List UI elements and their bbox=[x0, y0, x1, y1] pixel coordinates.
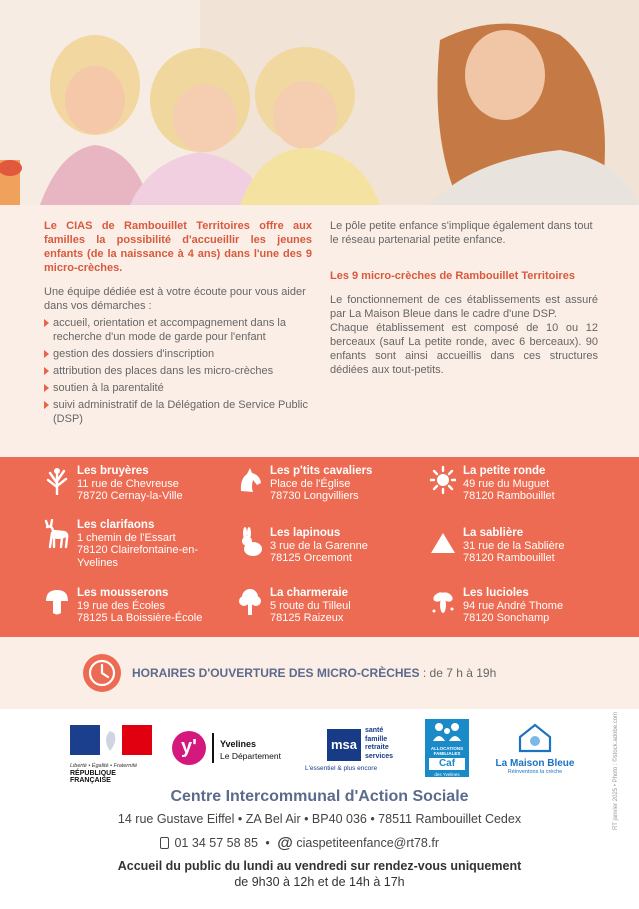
yvelines-sub: Le Département bbox=[220, 751, 281, 761]
fawn-icon bbox=[44, 519, 70, 549]
creche-street: 94 rue André Thome bbox=[463, 599, 564, 612]
service-bullet: suivi administratif de la Délégation de Service Public (DSP) bbox=[44, 398, 312, 426]
org-address: 14 rue Gustave Eiffel • ZA Bel Air • BP40 036 • 78511 Rambouillet Cedex bbox=[117, 812, 522, 826]
intro-team-text: Une équipe dédiée est à votre écoute pour vous aider dans vos démarches : bbox=[44, 286, 306, 312]
header-photo bbox=[0, 0, 639, 205]
hours-text bbox=[132, 666, 496, 680]
opening-hours bbox=[0, 637, 639, 709]
creche-street: 49 rue du Muguet bbox=[463, 477, 550, 490]
creche-name: La charmeraie bbox=[270, 587, 348, 599]
service-bullet: accueil, orientation et accompagnement dans la recherche d'un mode de garde pour l'enfant bbox=[44, 316, 312, 344]
msa-line: retraite bbox=[365, 744, 389, 751]
creche-city: 78125 Raizeux bbox=[270, 612, 344, 624]
rf-name: RÉPUBLIQUE FRANÇAISE bbox=[70, 770, 116, 784]
intro-section bbox=[0, 205, 639, 457]
msa-tagline: L'essentiel & plus encore bbox=[305, 765, 378, 772]
reception-hours: de 9h30 à 12h et de 14h à 17h bbox=[234, 875, 405, 889]
creche-city: 78120 Clairefontaine-en- bbox=[77, 544, 199, 556]
firefly-icon bbox=[430, 587, 456, 617]
creche-city: 78120 Rambouillet bbox=[463, 552, 555, 564]
creches-subtitle: Les 9 micro-crèches de Rambouillet Territoires bbox=[330, 270, 575, 282]
reception-days: Accueil du public du lundi au vendredi sur rendez-vous uniquement bbox=[117, 859, 522, 873]
clock-icon bbox=[83, 654, 121, 692]
intro-lead: Le CIAS de Rambouillet Territoires offre aux familles la possibilité d'accueillir les jeunes enfants (de la naissance à 4 ans) dans l'une des 9 micro-crèches. bbox=[44, 220, 312, 274]
creche-name: La petite ronde bbox=[463, 465, 546, 477]
hours-label: HORAIRES D'OUVERTURE DES MICRO-CRÈCHES bbox=[132, 666, 420, 680]
msa-line: santé bbox=[365, 727, 384, 734]
yvelines-logo bbox=[172, 731, 292, 767]
caf-mark: Caf bbox=[429, 758, 465, 770]
pole-text: Le pôle petite enfance s'implique également dans tout le réseau partenarial petite enfance. bbox=[330, 220, 593, 246]
sun-icon bbox=[430, 465, 456, 495]
rf-motto: Liberté • Égalité • Fraternité bbox=[70, 763, 138, 769]
footer bbox=[0, 709, 639, 909]
phone-icon bbox=[160, 837, 169, 849]
msa-logo bbox=[305, 727, 405, 775]
republique-francaise-logo bbox=[70, 725, 152, 784]
fonctionnement-text: Le fonctionnement de ces établissements est assuré par La Maison Bleue dans le cadre d'une DSP. bbox=[330, 294, 598, 320]
yvelines-name: Yvelines bbox=[220, 739, 257, 749]
caf-family-icon bbox=[425, 719, 469, 741]
creche-name: Les lapinous bbox=[270, 527, 341, 539]
msa-mark-icon: msa bbox=[327, 729, 361, 761]
email-icon: @ bbox=[277, 835, 293, 852]
creche-street: 19 rue des Écoles bbox=[77, 599, 166, 612]
house-icon bbox=[490, 721, 580, 753]
mushroom-icon bbox=[44, 587, 70, 617]
heather-icon bbox=[44, 465, 70, 495]
creche-city: 78125 La Boissière-École bbox=[77, 612, 203, 624]
creche-name: Les mousserons bbox=[77, 587, 169, 599]
horse-icon bbox=[237, 465, 263, 495]
tree-icon bbox=[237, 587, 263, 617]
creche-city: 78730 Longvilliers bbox=[270, 490, 359, 502]
creche-street: 31 rue de la Sablière bbox=[463, 539, 565, 552]
sand-pile-icon bbox=[430, 527, 456, 557]
creche-city: 78120 Sonchamp bbox=[463, 612, 550, 624]
yvelines-badge-icon: y' bbox=[172, 731, 206, 765]
creche-name: Les lucioles bbox=[463, 587, 529, 599]
org-name: Centre Intercommunal d'Action Sociale bbox=[170, 788, 469, 805]
creche-street: Place de l'Église bbox=[270, 477, 351, 490]
creche-street: 5 route du Tilleul bbox=[270, 599, 351, 612]
caf-line3: des Yvelines bbox=[434, 772, 460, 777]
email-link[interactable]: ciaspetiteenfance@rt78.fr bbox=[296, 836, 439, 850]
service-bullet: attribution des places dans les micro-crèches bbox=[44, 364, 312, 378]
msa-line: services bbox=[365, 752, 394, 760]
creche-street: 3 rue de la Garenne bbox=[270, 539, 368, 552]
phone-number[interactable]: 01 34 57 58 85 bbox=[174, 836, 258, 850]
service-bullet: gestion des dossiers d'inscription bbox=[44, 347, 312, 361]
creche-name: Les clarifaons bbox=[77, 519, 155, 531]
creche-street: 1 chemin de l'Essart bbox=[77, 531, 176, 544]
hours-value: : de 7 h à 19h bbox=[419, 666, 497, 680]
creches-list bbox=[0, 457, 639, 637]
caf-line1: ALLOCATIONS FAMILIALES bbox=[430, 746, 464, 756]
rabbit-icon bbox=[237, 527, 263, 557]
creche-street: 11 rue de Chevreuse bbox=[77, 477, 179, 490]
creche-city: 78125 Orcemont bbox=[270, 552, 352, 564]
contact-line: 01 34 57 58 85 • @ ciaspetiteenfance@rt78.fr bbox=[160, 835, 439, 853]
intro-right-column bbox=[330, 219, 598, 377]
maisonbleue-sub: Réinventons la crèche bbox=[507, 769, 563, 775]
la-maison-bleue-logo bbox=[490, 721, 580, 777]
maisonbleue-name: La Maison Bleue bbox=[495, 758, 575, 769]
creche-name: La sablière bbox=[463, 527, 524, 539]
creche-city: 78720 Cernay-la-Ville bbox=[77, 490, 183, 502]
berceaux-text: Chaque établissement est composé de 10 ou 12 berceaux (sauf La petite ronde, avec 6 berceaux). 90 enfants sont ainsi accueillis dans ces structures dédiées aux tout-petits. bbox=[330, 322, 598, 376]
caf-logo bbox=[425, 719, 469, 777]
photo-credit: RT janvier 2025 • Photo : ©stock.adobe.com bbox=[613, 711, 619, 830]
msa-line: famille bbox=[365, 735, 388, 743]
creche-name: Les p'tits cavaliers bbox=[270, 465, 373, 477]
creche-name: Les bruyères bbox=[77, 465, 149, 477]
creche-city: 78120 Rambouillet bbox=[463, 490, 555, 502]
children-playing-photo bbox=[0, 0, 639, 205]
intro-left-column bbox=[44, 219, 312, 426]
service-bullet: soutien à la parentalité bbox=[44, 381, 312, 395]
creche-city-cont: Yvelines bbox=[77, 556, 118, 569]
